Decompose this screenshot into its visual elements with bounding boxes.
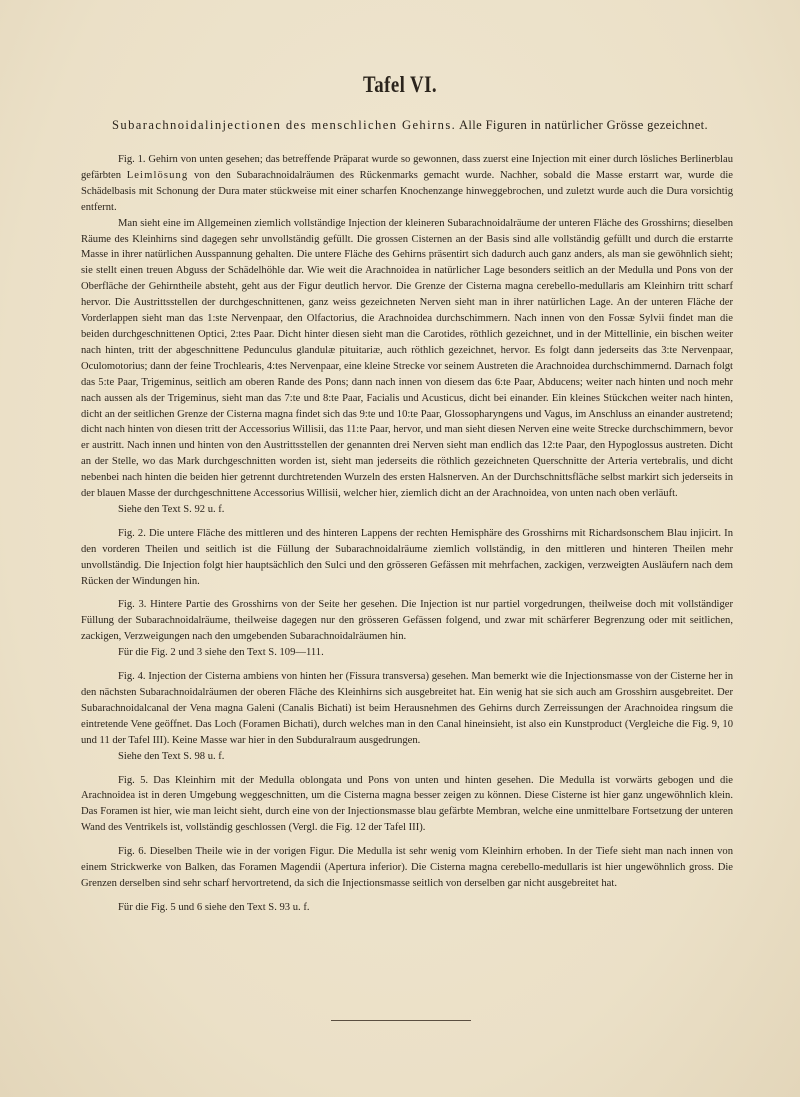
fig2-description: Fig. 2. Die untere Fläche des mittleren und des hinteren Lappens der rechten Hemisphäre des Grosshirns mit Richardsonschem Blau injicirt. In den vorderen Theilen und seitlich ist die Füllung der Subarachnoidalräume ziemlich vollständig, in den mittleren und hinteren Theilen mehr unvollständig. Die Injection folgt hier hauptsächlich den Sulci und den grösseren Gefässen mit mehrfachen, zackigen, verzweigten Ausläufern nach dem Rücken der Windungen hin.	[81, 527, 733, 587]
fig1-text-spaced: Leimlösung	[126, 169, 189, 181]
fig1-reference: Siehe den Text S. 92 u. f.	[118, 503, 225, 515]
fig6-reference: Für die Fig. 5 und 6 siehe den Text S. 93 u. f.	[118, 901, 310, 913]
footer-rule	[331, 1020, 471, 1021]
fig1-text-b: von den Subarachnoidalräumen des Rückenmarks gemacht wurde. Nachher, sobald die Masse erstarrt war, wurde die Schädelbasis mit Schonung der Dura mater stückweise mit einer scharfen Knochenzange hinweggebrochen, und zuletzt wurde auch die Dura vorsichtig entfernt.	[81, 169, 733, 213]
fig1-text-a: Fig. 1. Gehirn von unten gesehen; das betreffende Präparat wurde so gewonnen, dass zuerst eine Injection mit einer durch lösliches Berlinerblau gefärbten	[81, 154, 733, 181]
fig4-description: Fig. 4. Injection der Cisterna ambiens von hinten her (Fissura transversa) gesehen. Man bemerkt wie die Injectionsmasse von der Cisterne her in den nächsten Subarachnoidalräumen der oberen Fläche des Kleinhirns sich ausgebreitet hat. Ein wenig hat sie sich auch am Grosshirn ausgebreitet. Der Subarachnoidalcanal der Vena magna Galeni (Canalis Bichati) ist beim Herausnehmen des Gehirns durch Zerreissungen der Arachnoidea ringsum die eintretende Vene geöffnet. Das Loch (Foramen Bichati), durch welches man in den Canal hineinsieht, ist also ein Kunstproduct (Vergleiche die Fig. 9, 10 und 11 der Tafel III). Keine Masse war hier in den Subduralraum ausgedrungen.	[81, 671, 733, 746]
subtitle-spaced: Subarachnoidalinjectionen des menschlichen Gehirns.	[111, 118, 457, 132]
fig1-description	[81, 152, 733, 216]
fig6-description: Fig. 6. Dieselben Theile wie in der vorigen Figur. Die Medulla ist sehr wenig vom Kleinhirn erhoben. In der Tiefe sieht man nach innen von einem Strickwerke von Balken, das Foramen Magendii (Apertura inferior). Die Cisterna magna cerebello-medullaris ist hier ungewöhnlich gross. Die Grenzen derselben sind sehr scharf hervortretend, da sich die Injectionsmasse seitlich von derselben gar nicht ausgebreitet hat.	[81, 846, 733, 889]
fig4-reference: Siehe den Text S. 98 u. f.	[118, 750, 225, 762]
plate-subtitle	[60, 118, 760, 133]
plate-title: Tafel VI.	[363, 72, 437, 97]
fig3-description: Fig. 3. Hintere Partie des Grosshirns von der Seite her gesehen. Die Injection ist nur partiel vorgedrungen, theilweise doch mit vollständiger Füllung der Subarachnoidalräume, theilweise dagegen nur den grösseren Gefässen folgend, und zwar mit schärferer Begrenzung oder mit seitlichen, zackigen, Verzweigungen nach den umgebenden Subarachnoidalräumen hin.	[81, 599, 733, 643]
body-text	[81, 152, 733, 916]
fig3-reference: Für die Fig. 2 und 3 siehe den Text S. 109—111.	[118, 647, 324, 659]
fig5-description: Fig. 5. Das Kleinhirn mit der Medulla oblongata und Pons von unten und hinten gesehen. Die Medulla ist vorwärts gebogen und die Arachnoidea ist in deren Umgebung weggeschnitten, um die Cisterna magna besser zeigen zu können. Diese Cisterne ist hier ganz ungewöhnlich klein. Das Foramen ist hier, wie man leicht sieht, durch eine von der Injectionsmasse blau gefärbte Membran, welche eine unmittelbare Fortsetzung der unteren Wand des Ventrikels ist, vollständig geschlossen (Vergl. die Fig. 12 der Tafel III).	[81, 774, 733, 834]
fig1-details: Man sieht eine im Allgemeinen ziemlich vollständige Injection der kleineren Subarachnoidalräume der unteren Fläche des Grosshirns; dieselben Räume des Kleinhirns sind dagegen sehr unvollständig gefüllt. Die grossen Cisternen an der Basis sind alle vollständig gefüllt und durch die erstarrte Masse in ihrer natürlichen Ausspannung gehalten. Die untere Fläche des Gehirns präsentirt sich dadurch auch ganz anders, als man sie gewöhnlich sieht; sie stellt einen treuen Abguss der Schädelhöhle dar. Wie weit die Arachnoidea in natürlicher Lage besonders seitlich an der Medulla und Pons von der Oberfläche der Gehirntheile absteht, geht aus der Figur deutlich hervor. Die Grenze der Cisterna magna cerebello-medullaris am Kleinhirn tritt scharf hervor. Die Austrittsstellen der durchgeschnittenen, ganz weiss gezeichneten Nerven sieht man in ihrer natürlichen Lage. An der unteren Fläche der Vorderlappen sieht man das 1:ste Nervenpaar, den Olfactorius, die Arachnoidea durchschimmern. Nach innen von den Fossæ Sylvii findet man die beiden durchgeschnittenen Optici, 2:tes Paar. Dicht hinter diesen sieht man die Carotides, röthlich gezeichnet, und in der Mittellinie, ein bischen weiter nach hinten, tritt der abgeschnittene Pedunculus glandulæ pituitariæ, auch röthlich gezeichnet, hervor. Es folgt dann jederseits das 3:te Nervenpaar, Oculomotorius; dann der feine Trochlearis, 4:tes Nervenpaar, eine kleine Strecke vor seinem Austreten die Arachnoidea durchschimmernd. Darnach folgt das 5:te Paar, Trigeminus, seitlich am oberen Rande des Pons; dann nach innen von diesem das 6:te Paar, Abducens; weiter nach hinten und noch mehr nach aussen als der Trigeminus, sieht man das 7:te und 8:te Paar, Facialis und Acusticus, dicht bei einander. Ein kleines Stückchen weiter nach hinten, dicht an der seitlichen Grenze der Cisterna magna findet sich das 9:te und 10:te Paar, Glossopharyngens und Vagus, im Anschluss an einander austretend; dicht nach hinten von diesen tritt der Accessorius Willisii, das 11:te Paar, hervor, und man sieht diesen Nerven eine weite Strecke durchschimmern, bevor er austritt. Nach innen und hinten von den Austrittsstellen der genannten drei Nerven sieht man endlich das 12:te Paar, den Hypoglossus austreten. Dicht an der Stelle, wo das Mark durchgeschnitten worden ist, sieht man jederseits die röthlich gezeichneten Querschnitte der Arteria vertebralis, und dicht nebenbei nach hinten die beiden hier getrennt durchtretenden Wurzeln des ersten Halsnerven. An der Durchschnittsfläche selbst markirt sich jederseits in der blauen Masse der durchgeschnittene Accessorius Willisii, welcher hier, ziemlich dicht an der Arachnoidea, von unten nach oben verläuft.	[81, 217, 733, 500]
subtitle-rest: Alle Figuren in natürlicher Grösse gezeichnet.	[458, 118, 708, 132]
